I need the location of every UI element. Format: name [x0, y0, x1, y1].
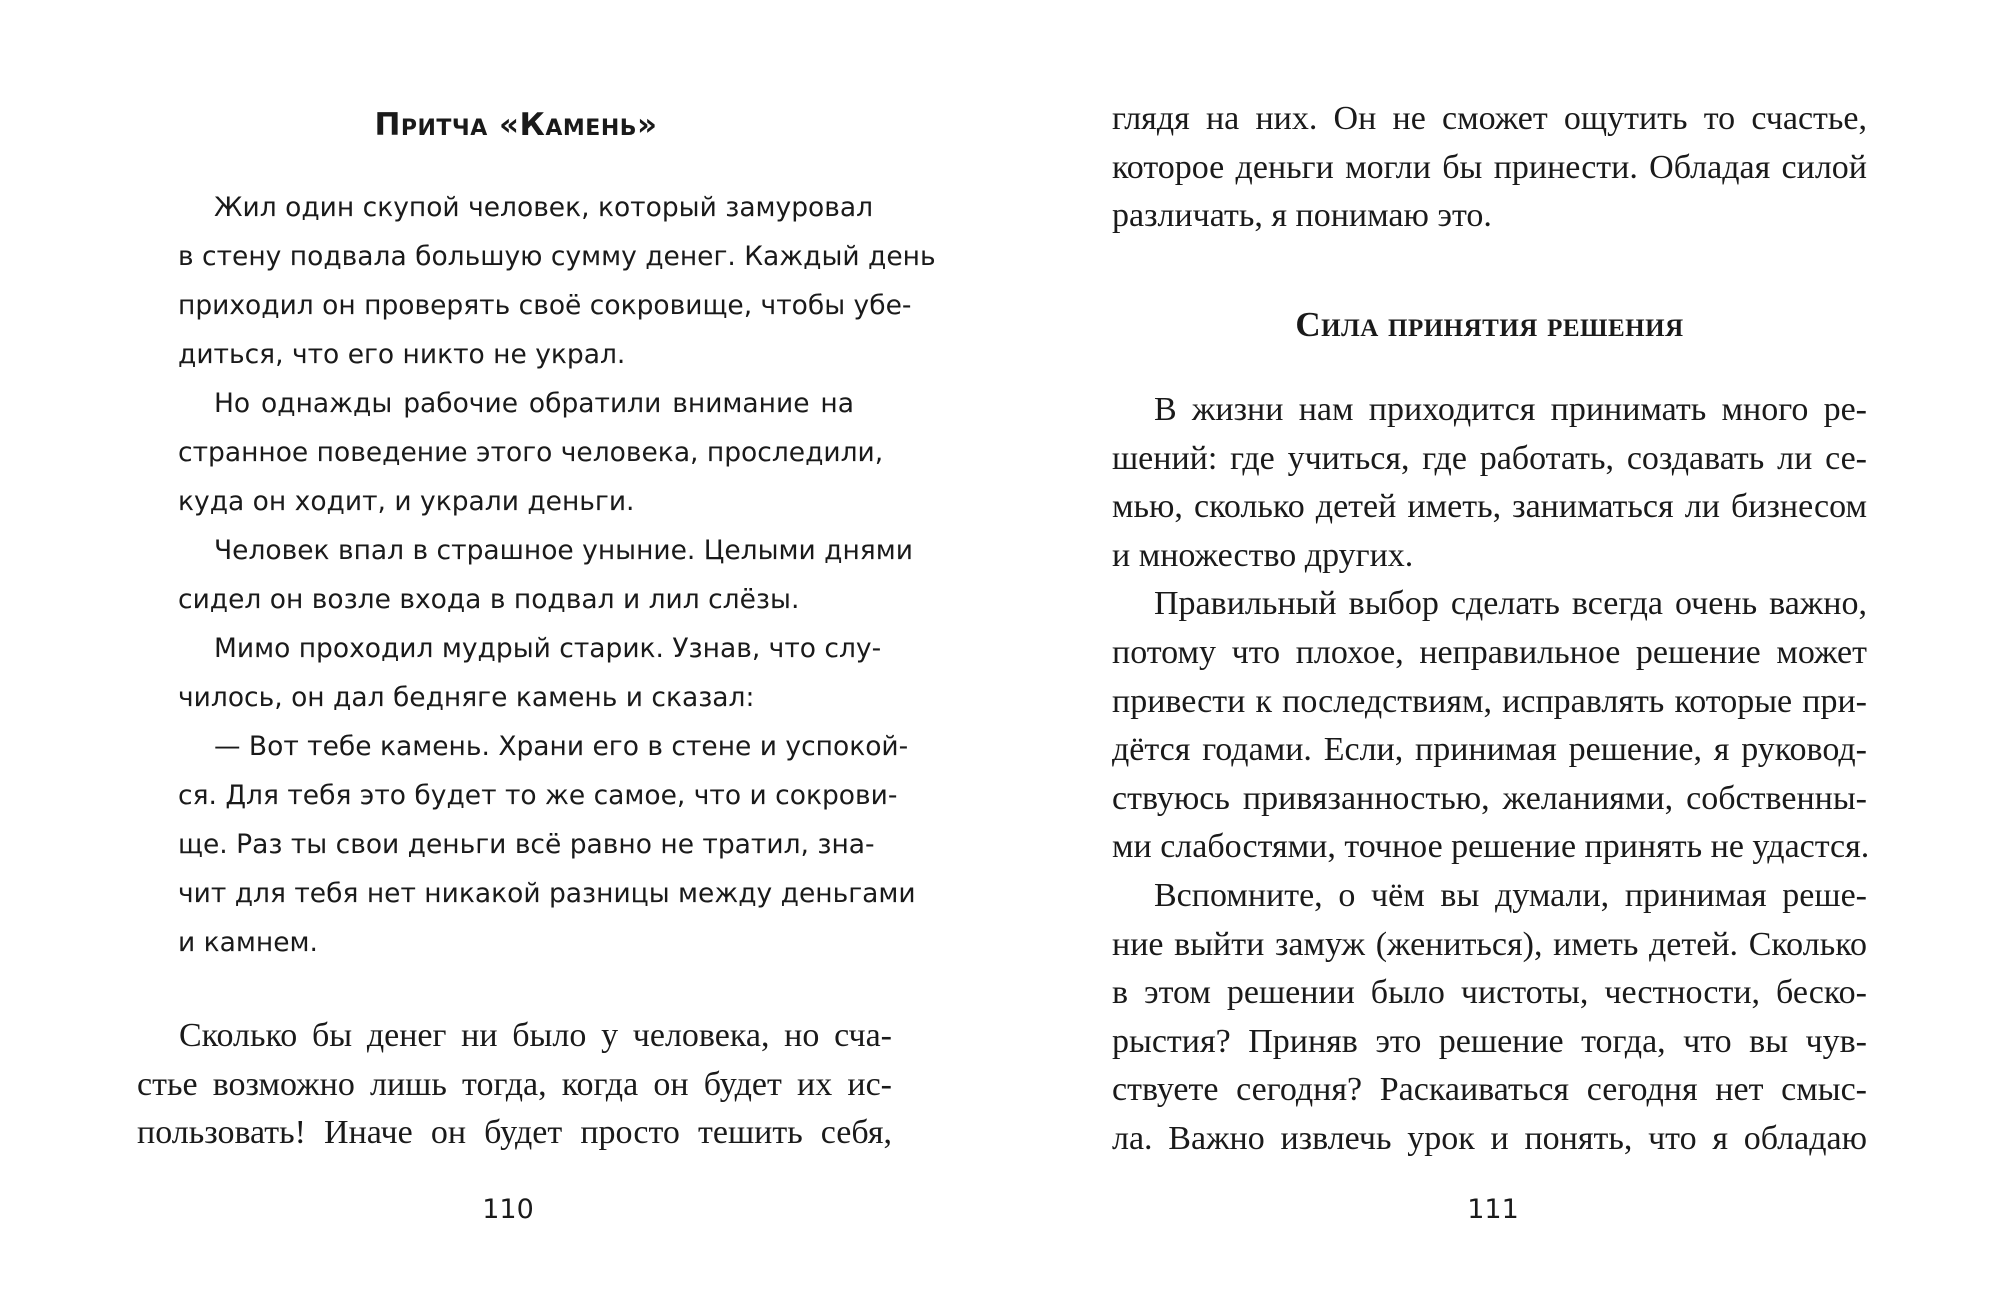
body-line: Вспомните, о чём вы думали, принимая реше-	[1154, 876, 1867, 914]
continuation-line: различать, я понимаю это.	[1112, 197, 1492, 235]
body-line: в этом решении было чистоты, честности, беско-	[1112, 974, 1867, 1012]
body-line: привести к последствиям, исправлять которые при-	[1112, 682, 1867, 720]
parable-line: чит для тебя нет никакой разницы между деньгами	[178, 878, 916, 909]
parable-line: в стену подвала большую сумму денег. Каждый день	[178, 241, 936, 272]
parable-paragraph	[178, 379, 884, 526]
body-line: В жизни нам приходится принимать много ре-	[1154, 391, 1867, 428]
parable-line: диться, что его никто не украл.	[178, 339, 626, 370]
closing-line: стье возможно лишь тогда, когда он будет их ис-	[137, 1065, 892, 1103]
parable-body	[178, 183, 936, 967]
body-line: ствуюсь привязанностью, желаниями, собственны-	[1112, 779, 1867, 817]
parable-paragraph	[178, 183, 936, 379]
parable-line: Но однажды рабочие обратили внимание на	[214, 388, 854, 419]
body-paragraph	[1112, 580, 1870, 872]
parable-line: куда он ходит, и украли деньги.	[178, 486, 635, 517]
section-title: Сила принятия решения	[1295, 305, 1684, 344]
parable-line: ще. Раз ты свои деньги всё равно не тратил, зна-	[178, 829, 875, 860]
parable-line: странное поведение этого человека, проследили,	[178, 437, 884, 468]
parable-paragraph	[178, 722, 916, 967]
parable-line: Жил один скупой человек, который замуровал	[214, 192, 874, 223]
parable-paragraph	[178, 624, 882, 722]
parable-line: и камнем.	[178, 927, 318, 958]
right-page	[1000, 0, 2000, 1295]
body-line: шений: где учиться, где работать, создавать ли се-	[1112, 439, 1867, 477]
body-line: дётся годами. Если, принимая решение, я руковод-	[1112, 731, 1867, 769]
closing-line: пользовать! Иначе он будет просто тешить себя,	[137, 1114, 892, 1152]
body-line: ми слабостями, точное решение принять не удастся.	[1112, 828, 1870, 866]
parable-line: сидел он возле входа в подвал и лил слёзы.	[178, 584, 800, 615]
parable-line: ся. Для тебя это будет то же самое, что и сокрови-	[178, 780, 898, 811]
left-closing-text	[137, 1012, 892, 1158]
body-line: ла. Важно извлечь урок и понять, что я обладаю	[1112, 1119, 1867, 1157]
page-number-right: 111	[1467, 1194, 1519, 1225]
closing-line: Сколько бы денег ни было у человека, но сча-	[179, 1017, 892, 1054]
body-line: ствуете сегодня? Раскаиваться сегодня нет смыс-	[1112, 1071, 1867, 1109]
body-line: и множество других.	[1112, 536, 1414, 574]
page-number-left: 110	[482, 1194, 534, 1225]
parable-paragraph	[178, 526, 913, 624]
body-line: рыстия? Приняв это решение тогда, что вы чув-	[1112, 1022, 1867, 1060]
continuation-line: глядя на них. Он не сможет ощутить то счастье,	[1112, 100, 1867, 137]
body-line: мью, сколько детей иметь, заниматься ли бизнесом	[1112, 488, 1867, 526]
right-continuation-text	[1112, 95, 1867, 241]
body-line: ние выйти замуж (жениться), иметь детей. Сколько	[1112, 925, 1867, 963]
parable-title: Притча «Камень»	[374, 107, 658, 143]
parable-line: приходил он проверять своё сокровище, чтобы убе-	[178, 290, 912, 321]
body-paragraph	[1112, 872, 1867, 1164]
parable-line: — Вот тебе камень. Храни его в стене и успокой-	[214, 731, 909, 762]
body-paragraph	[1112, 386, 1867, 580]
body-line: потому что плохое, неправильное решение может	[1112, 633, 1867, 671]
continuation-line: которое деньги могли бы принести. Обладая силой	[1112, 148, 1867, 186]
body-line: Правильный выбор сделать всегда очень важно,	[1154, 585, 1867, 623]
parable-line: Человек впал в страшное уныние. Целыми днями	[214, 535, 913, 566]
parable-line: Мимо проходил мудрый старик. Узнав, что слу-	[214, 633, 882, 664]
right-body-text	[1112, 386, 1870, 1164]
parable-line: чилось, он дал бедняге камень и сказал:	[178, 682, 755, 713]
